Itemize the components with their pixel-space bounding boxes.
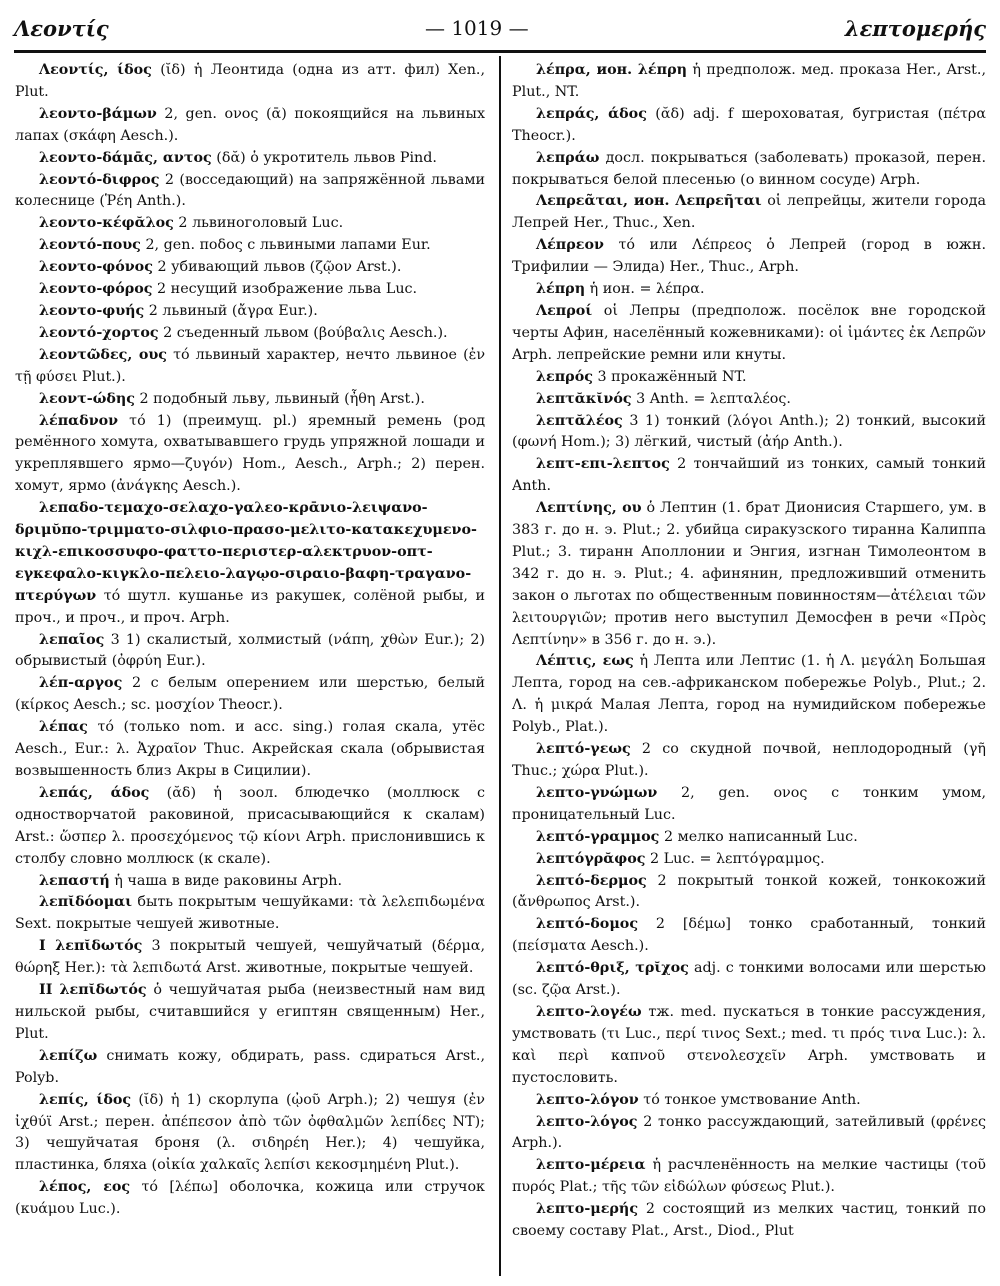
entry-definition: 2, gen. ονος (ᾱ) покоящийся на львиных лапах (σκάφη Aesch.). <box>15 105 485 144</box>
entry-headword: λεπτό-δερμος <box>536 872 647 889</box>
dictionary-entry <box>512 1002 986 1090</box>
entry-headword: λεπτο-λόγον <box>536 1091 639 1108</box>
dictionary-entry <box>15 345 485 389</box>
dictionary-entry <box>512 783 986 827</box>
dictionary-entry <box>512 301 986 367</box>
entry-definition: снимать кожу, обдирать, pass. сдираться Arst., Polyb. <box>15 1047 485 1086</box>
entry-headword: λεπτο-γνώμων <box>536 784 658 801</box>
dictionary-entry <box>512 454 986 498</box>
entry-definition: 2 покрытый тонкой кожей, тонкокожий (ἄνθρωπος Arst.). <box>512 872 986 911</box>
entry-headword: λεπτό-θριξ, τρῐχος <box>536 960 689 977</box>
dictionary-entry <box>15 871 485 893</box>
entry-headword: λεπτᾰκῐνός <box>536 390 632 407</box>
entry-definition: 2 подобный льву, львиный (ἦθη Arst.). <box>139 390 425 407</box>
entry-headword: λεοντ-ώδης <box>39 390 135 407</box>
dictionary-entry <box>15 673 485 717</box>
entry-headword: λεοντό-διφρος <box>39 171 160 188</box>
dictionary-entry <box>15 1177 485 1221</box>
entry-headword: λεπράς, άδος <box>536 105 647 122</box>
entry-headword: Λέπτις, εως <box>536 653 634 670</box>
dictionary-entry <box>512 104 986 148</box>
entry-headword: λεπῐδόομαι <box>39 894 133 911</box>
entry-headword: λεπάς, άδος <box>39 784 150 801</box>
dictionary-entry <box>15 235 485 257</box>
dictionary-entry <box>15 213 485 235</box>
column-divider <box>499 56 501 1276</box>
entry-headword: λεπτᾰλέος <box>536 412 623 429</box>
entry-headword: λεπτ-επι-λεπτος <box>536 456 670 473</box>
dictionary-entry <box>512 191 986 235</box>
entry-headword: λεπτο-λογέω <box>536 1003 642 1020</box>
dictionary-entry <box>15 301 485 323</box>
entry-headword: λέπρη <box>536 281 586 298</box>
dictionary-entry <box>512 411 986 455</box>
dictionary-entry <box>512 914 986 958</box>
entry-definition: ἡ Лепта или Лептис (1. ἡ Λ. μεγάλη Большая Лепта, город на сев.-африканском побережье Polyb., Plut.; 2. Λ. ἡ μικρά Малая Лепта, город на нумидийском побережье Polyb., Plat.). <box>512 653 986 736</box>
dictionary-entry <box>15 980 485 1046</box>
entry-headword: Λέπρεον <box>536 237 604 254</box>
entry-headword: λέπαδνον <box>39 412 119 429</box>
entry-headword: λέπος, εος <box>39 1179 131 1196</box>
entry-headword: λεοντῶδες, ους <box>39 346 167 363</box>
entry-definition: 2 со скудной почвой, неплодородный (γῆ Thuc.; χώρα Plut.). <box>512 741 986 779</box>
dictionary-entry <box>15 783 485 871</box>
right-column <box>512 60 986 1274</box>
entry-headword: λεπτο-λόγος <box>536 1113 638 1130</box>
entry-definition: 2 львиный (ἄγρα Eur.). <box>148 302 318 319</box>
entry-definition: οἱ лепрейцы, жители города Лепрей Her., Thuc., Xen. <box>512 193 986 232</box>
left-column <box>15 60 485 1274</box>
dictionary-entry <box>15 148 485 170</box>
dictionary-entry <box>15 257 485 279</box>
entry-headword: Λεπρεᾶται, ион. Λεπρεῆται <box>536 193 762 210</box>
entry-headword: λέπρα, ион. λέπρη <box>536 62 687 78</box>
dictionary-entry <box>512 148 986 192</box>
entry-definition: 3 прокажённый NT. <box>597 368 747 385</box>
entry-headword: Λεπροί <box>536 302 593 319</box>
entry-definition: adj. с тонкими волосами или шерстью (sc. ζῷα Arst.). <box>512 960 986 999</box>
dictionary-entry <box>512 1199 986 1243</box>
entry-definition: 2 тонко рассуждающий, затейливый (φρένες Arph.). <box>512 1113 986 1152</box>
entry-definition: 3 покрытый чешуей, чешуйчатый (δέρμα, θώρηξ Her.): τὰ λεπιδωτά Arst. животные, покрытые чешуей. <box>15 938 485 977</box>
entry-headword: λεπίζω <box>39 1047 98 1064</box>
entry-definition: (ᾰδ) adj. f шероховатая, бугристая (πέτρα Theocr.). <box>512 105 986 144</box>
entry-definition: (ᾰδ) ἡ зоол. блюдечко (моллюск с одностворчатой раковиной, присасывающийся к скалам) Arst.: ὥσπερ λ. προσεχόμενος τῷ κίονι Arph. прислонившись к столбу словно моллюск (к скале). <box>15 784 485 867</box>
entry-headword: λέπας <box>39 719 88 736</box>
page-number: — 1019 — <box>424 16 529 40</box>
entry-headword: II λεπῐδωτός <box>39 982 147 999</box>
entry-headword: λεπτο-μέρεια <box>536 1157 646 1174</box>
entry-headword: λεπράω <box>536 149 600 166</box>
entry-headword: λεπτό-δομος <box>536 916 639 933</box>
dictionary-entry <box>512 1090 986 1112</box>
dictionary-entry <box>15 389 485 411</box>
entry-definition: ἡ предполож. мед. проказа Her., Arst., Plut., NT. <box>512 62 986 100</box>
dictionary-entry <box>15 170 485 214</box>
dictionary-entry <box>15 323 485 345</box>
entry-definition: 3 1) тонкий (λόγοι Anth.); 2) тонкий, высокий (φωνή Hom.); 3) лёгкий, чистый (ἀήρ Anth.). <box>512 412 986 451</box>
running-head-left: Λεοντίς <box>14 15 109 41</box>
dictionary-entry <box>512 60 986 104</box>
entry-headword: λεοντο-κέφᾰλος <box>39 215 174 232</box>
dictionary-entry <box>15 717 485 783</box>
header-rule <box>14 50 986 53</box>
dictionary-entry <box>512 367 986 389</box>
dictionary-entry <box>512 849 986 871</box>
dictionary-entry <box>15 892 485 936</box>
entry-headword: I λεπῐδωτός <box>39 938 143 955</box>
entry-definition: (ῐδ) ἡ 1) скорлупа (ᾠοῦ Arph.); 2) чешуя (ἐν ἰχθύϊ Arst.; перен. ἀπέπεσον ἀπὸ τῶν ὀφθαλμῶν λεπίδες NT); 3) чешуйчатая броня (λ. σιδηρέη Her.); 4) чешуйка, пластинка, бляха (οἰκία χαλκαῖς λεπίσι κεκοσμημένη Plut.). <box>15 1091 485 1174</box>
entry-definition: 2, gen. ποδος с львиными лапами Eur. <box>145 237 431 254</box>
dictionary-entry <box>15 936 485 980</box>
entry-definition: 2 мелко написанный Luc. <box>663 828 858 845</box>
entry-headword: λεπίς, ίδος <box>39 1091 132 1108</box>
page-header <box>14 8 986 48</box>
entry-definition: τό [λέπω] оболочка, кожица или стручок (κυάμου Luc.). <box>15 1179 485 1218</box>
dictionary-entry <box>512 1155 986 1199</box>
dictionary-entry <box>512 958 986 1002</box>
dictionary-entry <box>15 1090 485 1178</box>
entry-headword: λέπ-αργος <box>39 675 123 692</box>
entry-headword: λεοντο-φόρος <box>39 281 153 298</box>
entry-definition: τό 1) (преимущ. pl.) яремный ремень (род ремённого хомута, охватывавшего грудь упряжной лошади и укреплявшего ярмо—ζυγόν) Hom., Aesch., Arph.; 2) перен. хомут, ярмо (ἀνάγκης Aesch.). <box>15 412 485 495</box>
entry-headword: Λεπτίνης, ου <box>536 500 642 517</box>
entry-headword: λεοντό-πους <box>39 237 141 254</box>
entry-definition: 2 убивающий львов (ζῷον Arst.). <box>157 259 402 276</box>
entry-headword: Λεοντίς, ίδος <box>39 62 152 78</box>
entry-headword: λεοντο-δάμᾱς, αντος <box>39 149 212 166</box>
entry-headword: λεπτό-γραμμος <box>536 828 660 845</box>
entry-definition: ὁ чешуйчатая рыба (неизвестный нам вид нильской рыбы, считавшийся у египтян священным) Her., Plut. <box>15 982 485 1042</box>
dictionary-entry <box>512 827 986 849</box>
entry-definition: 2 состоящий из мелких частиц, тонкий по своему составу Plat., Arst., Diod., Plut <box>512 1201 986 1240</box>
dictionary-entry <box>512 279 986 301</box>
entry-definition: 2 несущий изображение льва Luc. <box>157 281 418 298</box>
dictionary-entry <box>15 630 485 674</box>
entry-definition: досл. покрываться (заболевать) проказой, перен. покрываться белой плесенью (о винном сосуде) Arph. <box>512 149 986 188</box>
entry-headword: λεπτο-μερής <box>536 1201 639 1218</box>
entry-definition: (ῐδ) ἡ Леонтида (одна из атт. фил) Xen., Plut. <box>15 62 485 100</box>
entry-definition: 2 тончайший из тонких, самый тонкий Anth. <box>512 456 986 495</box>
dictionary-entry <box>15 104 485 148</box>
entry-headword: λεπρός <box>536 368 593 385</box>
entry-headword: λεοντο-φόνος <box>39 259 153 276</box>
entry-headword: λεοντο-βάμων <box>39 105 157 122</box>
entry-headword: λεπτό-γεως <box>536 741 631 758</box>
entry-definition: 2 съеденный львом (βούβαλις Aesch.). <box>163 324 448 341</box>
entry-definition: 2 Luc. = λεπτόγραμμος. <box>650 850 825 867</box>
entry-definition: 2 [δέμω] тонко сработанный, тонкий (πείσματα Aesch.). <box>512 916 986 955</box>
entry-definition: (δᾰ) ὁ укротитель львов Pind. <box>216 149 437 166</box>
dictionary-entry <box>512 1112 986 1156</box>
entry-headword: λεοντό-χορτος <box>39 324 159 341</box>
entry-definition: 2 львиноголовый Luc. <box>178 215 344 232</box>
entry-definition: 3 1) скалистый, холмистый (νάπη, χθὼν Eur.); 2) обрывистый (ὀφρύη Eur.). <box>15 631 485 670</box>
dictionary-entry <box>512 235 986 279</box>
entry-definition: 2 (восседающий) на запряжённой львами колеснице (Ῥέη Anth.). <box>15 171 485 210</box>
dictionary-entry <box>15 498 485 629</box>
entry-headword: λεπαῖος <box>39 631 105 648</box>
dictionary-entry <box>15 411 485 499</box>
entry-definition: 2 с белым оперением или шерстью, белый (κίρκος Aesch.; sc. μοσχίον Theocr.). <box>15 675 485 714</box>
entry-definition: τό (только nom. и acc. sing.) голая скала, утёс Aesch., Eur.: λ. Ἀχραῖον Thuc. Акрейская скала (обрывистая возвышенность близ Акры в Сицилии). <box>15 719 485 779</box>
entry-definition: τό тонкое умствование Anth. <box>643 1091 861 1108</box>
dictionary-entry <box>512 389 986 411</box>
dictionary-entry <box>512 498 986 651</box>
entry-definition: οἱ Лепры (предполож. посёлок вне городской черты Афин, населённый кожевниками): οἱ ἱμάντες ἐκ Λεπρῶν Arph. лепрейские ремни или кнуты. <box>512 302 986 363</box>
entry-definition: ἡ расчленённость на мелкие частицы (τοῦ πυρός Plat.; τῆς τῶν εἰδώλων φύσεως Plut.). <box>512 1157 986 1196</box>
entry-headword: λεπτόγρᾰφος <box>536 850 646 867</box>
entry-definition: 3 Anth. = λεπταλέος. <box>636 390 791 407</box>
running-head-right: λεπτομερής <box>844 15 986 41</box>
entry-definition: ἡ ион. = λέπρα. <box>589 281 705 298</box>
entry-definition: 2, gen. ονος с тонким умом, проницательный Luc. <box>512 784 986 823</box>
entry-definition: быть покрытым чешуйками: τὰ λελεπιδωμένα Sext. покрытые чешуей животные. <box>15 894 485 933</box>
entry-definition: ὁ Лептин (1. брат Дионисия Старшего, ум. в 383 г. до н. э. Plut.; 2. убийца сиракузского тиранна Калиппа Plut.; 3. тиранн Аполлонии и Энгия, изгнан Тимолеонтом в 342 г. до н. э. Plut.; 4. афинянин, предложивший отменить закон о льготах по общественным повинностям—ἀτέλειαι τῶν λειτουργιῶν; против него выступил Демосфен в речи «Πρὸς Λεπτίνην» в 356 г. до н. э.). <box>512 500 986 648</box>
entry-headword: λεοντο-φυής <box>39 302 145 319</box>
entry-headword: λεπαδο-τεμαχο-σελαχο-γαλεο-κρᾱνιο-λειψανο-δριμῠπο-τριμματο-σιλφιο-πρασο-μελιτο-κατακεχυμενο-κιχλ-επικοσσυφο-φαττο-περιστερ-αλεκτρυον-οπτ-εγκεφαλο-κιγκλο-πελειο-λαγῳο-σιραιο-βαφη-τραγανο-πτερύγων <box>15 500 477 604</box>
dictionary-entry <box>512 871 986 915</box>
dictionary-entry <box>512 651 986 739</box>
dictionary-entry <box>15 1046 485 1090</box>
dictionary-entry <box>15 60 485 104</box>
entry-headword: λεπαστή <box>39 872 110 889</box>
entry-definition: τό шутл. кушанье из ракушек, солёной рыбы, и проч., и проч., и проч. Arph. <box>15 587 485 626</box>
entry-definition: тж. med. пускаться в тонкие рассуждения, умствовать (τι Luc., περί τινος Sext.; med. τι πρός τινα Luc.): λ. καὶ περὶ καπνοῦ στενολεσχεῖν Arph. умствовать и пустословить. <box>512 1003 986 1086</box>
dictionary-entry <box>512 739 986 783</box>
dictionary-entry <box>15 279 485 301</box>
entry-definition: ἡ чаша в виде раковины Arph. <box>114 872 343 889</box>
entry-definition: τό или Λέπρεος ὁ Лепрей (город в южн. Трифилии — Элида) Her., Thuc., Arph. <box>512 237 986 276</box>
entry-definition: τό львиный характер, нечто львиное (ἐν τῇ φύσει Plut.). <box>15 346 485 385</box>
